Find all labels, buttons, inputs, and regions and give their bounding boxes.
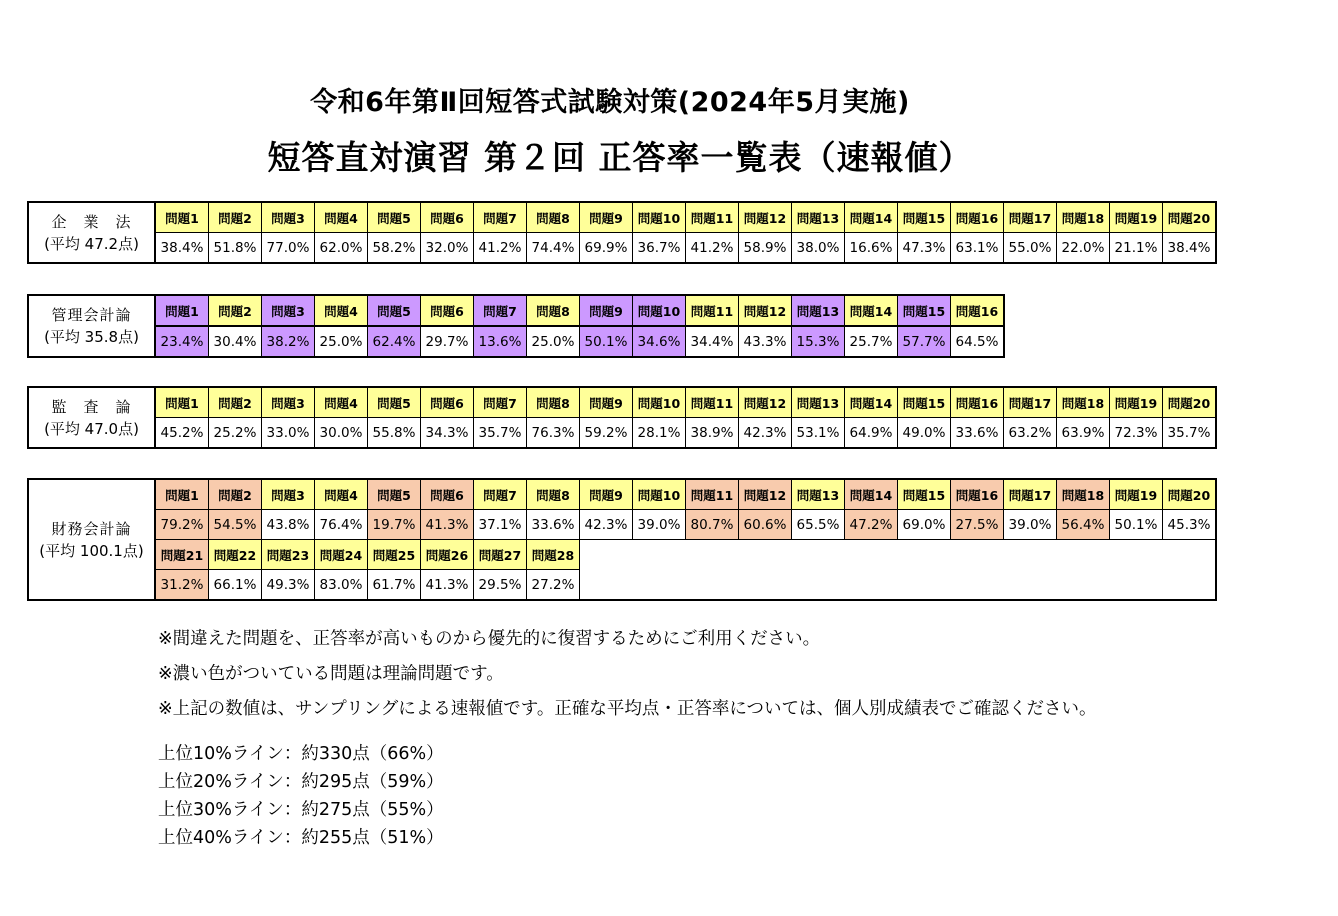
subject-table <box>27 386 1217 449</box>
question-header: 問題3 <box>262 202 315 233</box>
subject-label <box>28 387 155 448</box>
question-header: 問題11 <box>686 387 739 418</box>
subject-name: 管理会計論 <box>51 306 132 324</box>
question-header: 問題4 <box>315 202 368 233</box>
question-rate: 38.2% <box>262 326 315 357</box>
subject-average: (平均 35.8点) <box>44 328 139 346</box>
subject-block-kansa <box>27 386 1217 449</box>
question-header: 問題15 <box>898 387 951 418</box>
question-header: 問題4 <box>315 479 368 510</box>
question-header: 問題19 <box>1110 387 1163 418</box>
question-header: 問題24 <box>315 540 368 570</box>
notes <box>158 622 1096 727</box>
question-header: 問題9 <box>580 387 633 418</box>
question-rate: 51.8% <box>209 233 262 264</box>
question-header: 問題20 <box>1163 387 1217 418</box>
question-rate: 64.9% <box>845 418 898 449</box>
question-header: 問題20 <box>1163 479 1217 510</box>
question-header: 問題1 <box>155 479 209 510</box>
question-rate: 42.3% <box>580 510 633 540</box>
question-header: 問題18 <box>1057 479 1110 510</box>
question-rate: 34.4% <box>686 326 739 357</box>
question-rate: 76.3% <box>527 418 580 449</box>
subject-block-kigyouhou <box>27 201 1217 264</box>
question-rate: 45.3% <box>1163 510 1217 540</box>
question-rate: 34.6% <box>633 326 686 357</box>
question-rate: 33.6% <box>951 418 1004 449</box>
question-rate: 33.6% <box>527 510 580 540</box>
score-lines <box>158 740 444 852</box>
value-row <box>28 510 1216 540</box>
question-rate: 37.1% <box>474 510 527 540</box>
subject-name: 財務会計論 <box>51 519 132 538</box>
question-header: 問題14 <box>845 479 898 510</box>
question-header: 問題17 <box>1004 202 1057 233</box>
question-header: 問題2 <box>209 202 262 233</box>
question-header: 問題27 <box>474 540 527 570</box>
subject-name: 監 査 論 <box>51 397 132 416</box>
question-rate: 74.4% <box>527 233 580 264</box>
question-header: 問題19 <box>1110 202 1163 233</box>
question-rate: 19.7% <box>368 510 421 540</box>
question-rate: 56.4% <box>1057 510 1110 540</box>
question-rate: 63.2% <box>1004 418 1057 449</box>
note-line: ※間違えた問題を、正答率が高いものから優先的に復習するためにご利用ください。 <box>158 629 821 649</box>
question-header: 問題1 <box>155 295 209 326</box>
question-rate: 30.4% <box>209 326 262 357</box>
value-row <box>28 570 1216 601</box>
question-header: 問題16 <box>951 387 1004 418</box>
question-header: 問題11 <box>686 202 739 233</box>
question-rate: 66.1% <box>209 570 262 601</box>
question-header: 問題13 <box>792 387 845 418</box>
question-header: 問題9 <box>580 202 633 233</box>
question-header: 問題20 <box>1163 202 1217 233</box>
question-header: 問題8 <box>527 295 580 326</box>
question-header: 問題3 <box>262 295 315 326</box>
question-rate: 41.3% <box>421 510 474 540</box>
subject-name: 企 業 法 <box>51 212 132 231</box>
question-header: 問題9 <box>580 295 633 326</box>
question-rate: 16.6% <box>845 233 898 264</box>
subject-table <box>27 201 1217 264</box>
question-rate: 43.3% <box>739 326 792 357</box>
question-header: 問題2 <box>209 387 262 418</box>
page-title: 令和6年第Ⅱ回短答式試験対策(2024年5月実施) <box>310 87 910 118</box>
question-rate: 61.7% <box>368 570 421 601</box>
question-rate: 45.2% <box>155 418 209 449</box>
question-header: 問題10 <box>633 479 686 510</box>
question-rate: 34.3% <box>421 418 474 449</box>
question-rate: 69.9% <box>580 233 633 264</box>
question-rate: 60.6% <box>739 510 792 540</box>
question-rate: 41.2% <box>474 233 527 264</box>
question-rate: 58.9% <box>739 233 792 264</box>
question-header: 問題16 <box>951 295 1005 326</box>
subject-average: (平均 47.0点) <box>44 419 139 438</box>
question-header: 問題3 <box>262 479 315 510</box>
question-header: 問題7 <box>474 202 527 233</box>
question-header: 問題6 <box>421 202 474 233</box>
question-header: 問題10 <box>633 202 686 233</box>
question-header: 問題14 <box>845 202 898 233</box>
question-rate: 47.3% <box>898 233 951 264</box>
question-rate: 38.9% <box>686 418 739 449</box>
question-header: 問題15 <box>898 202 951 233</box>
note-line: ※濃い色がついている問題は理論問題です。 <box>158 664 504 684</box>
header-row <box>28 295 1004 326</box>
question-header: 問題4 <box>315 387 368 418</box>
question-header: 問題2 <box>209 479 262 510</box>
question-rate: 83.0% <box>315 570 368 601</box>
question-rate: 47.2% <box>845 510 898 540</box>
question-rate: 64.5% <box>951 326 1005 357</box>
question-rate: 30.0% <box>315 418 368 449</box>
question-rate: 25.7% <box>845 326 898 357</box>
question-rate: 63.1% <box>951 233 1004 264</box>
question-rate: 35.7% <box>1163 418 1217 449</box>
question-header: 問題21 <box>155 540 209 570</box>
note-line: ※上記の数値は、サンプリングによる速報値です。正確な平均点・正答率については、個人別成績表でご確認ください。 <box>158 699 1097 719</box>
question-rate: 43.8% <box>262 510 315 540</box>
question-header: 問題8 <box>527 202 580 233</box>
question-rate: 32.0% <box>421 233 474 264</box>
score-line: 上位20%ライン：約295点（59%） <box>158 772 444 792</box>
question-header: 問題12 <box>739 479 792 510</box>
question-header: 問題25 <box>368 540 421 570</box>
header-row <box>28 387 1216 418</box>
question-rate: 27.2% <box>527 570 580 601</box>
question-header: 問題7 <box>474 479 527 510</box>
page-subtitle: 短答直対演習 第２回 正答率一覧表（速報値） <box>267 138 973 177</box>
question-rate: 54.5% <box>209 510 262 540</box>
subject-average: (平均 47.2点) <box>44 234 139 253</box>
question-rate: 55.8% <box>368 418 421 449</box>
question-rate: 39.0% <box>1004 510 1057 540</box>
question-header: 問題8 <box>527 479 580 510</box>
question-rate: 13.6% <box>474 326 527 357</box>
header-row <box>28 202 1216 233</box>
question-rate: 29.5% <box>474 570 527 601</box>
question-rate: 63.9% <box>1057 418 1110 449</box>
question-rate: 23.4% <box>155 326 209 357</box>
question-header: 問題8 <box>527 387 580 418</box>
question-header: 問題5 <box>368 295 421 326</box>
question-rate: 77.0% <box>262 233 315 264</box>
question-rate: 49.0% <box>898 418 951 449</box>
question-header: 問題18 <box>1057 387 1110 418</box>
question-header: 問題9 <box>580 479 633 510</box>
question-header: 問題16 <box>951 479 1004 510</box>
question-rate: 57.7% <box>898 326 951 357</box>
question-header: 問題15 <box>898 295 951 326</box>
question-rate: 53.1% <box>792 418 845 449</box>
question-header: 問題3 <box>262 387 315 418</box>
score-line: 上位40%ライン：約255点（51%） <box>158 828 444 848</box>
question-header: 問題1 <box>155 202 209 233</box>
question-rate: 21.1% <box>1110 233 1163 264</box>
question-rate: 25.0% <box>527 326 580 357</box>
question-rate: 49.3% <box>262 570 315 601</box>
question-rate: 36.7% <box>633 233 686 264</box>
value-row <box>28 418 1216 449</box>
question-rate: 29.7% <box>421 326 474 357</box>
question-header: 問題26 <box>421 540 474 570</box>
question-rate: 28.1% <box>633 418 686 449</box>
question-header: 問題6 <box>421 479 474 510</box>
question-header: 問題15 <box>898 479 951 510</box>
subject-table <box>27 294 1005 358</box>
question-header: 問題7 <box>474 387 527 418</box>
question-header: 問題12 <box>739 202 792 233</box>
subject-block-kanrikaikei <box>27 294 1005 358</box>
question-header: 問題5 <box>368 479 421 510</box>
question-header: 問題11 <box>686 479 739 510</box>
question-header: 問題28 <box>527 540 580 570</box>
question-rate: 62.0% <box>315 233 368 264</box>
question-rate: 38.0% <box>792 233 845 264</box>
question-rate: 42.3% <box>739 418 792 449</box>
question-header: 問題5 <box>368 387 421 418</box>
question-rate: 39.0% <box>633 510 686 540</box>
score-line: 上位10%ライン：約330点（66%） <box>158 744 444 764</box>
subject-label <box>28 202 155 263</box>
question-rate: 72.3% <box>1110 418 1163 449</box>
question-header: 問題19 <box>1110 479 1163 510</box>
question-rate: 33.0% <box>262 418 315 449</box>
question-rate: 38.4% <box>155 233 209 264</box>
header-row <box>28 479 1216 510</box>
question-header: 問題17 <box>1004 479 1057 510</box>
question-header: 問題10 <box>633 387 686 418</box>
question-header: 問題1 <box>155 387 209 418</box>
question-rate: 27.5% <box>951 510 1004 540</box>
question-header: 問題13 <box>792 202 845 233</box>
question-header: 問題6 <box>421 295 474 326</box>
question-rate: 41.2% <box>686 233 739 264</box>
question-rate: 22.0% <box>1057 233 1110 264</box>
header-row <box>28 540 1216 570</box>
question-rate: 62.4% <box>368 326 421 357</box>
score-line: 上位30%ライン：約275点（55%） <box>158 800 444 820</box>
question-rate: 65.5% <box>792 510 845 540</box>
question-header: 問題16 <box>951 202 1004 233</box>
question-header: 問題12 <box>739 295 792 326</box>
question-header: 問題22 <box>209 540 262 570</box>
question-rate: 25.0% <box>315 326 368 357</box>
question-header: 問題14 <box>845 295 898 326</box>
question-rate: 76.4% <box>315 510 368 540</box>
question-header: 問題10 <box>633 295 686 326</box>
question-header: 問題12 <box>739 387 792 418</box>
question-rate: 80.7% <box>686 510 739 540</box>
question-header: 問題4 <box>315 295 368 326</box>
question-rate: 25.2% <box>209 418 262 449</box>
question-rate: 35.7% <box>474 418 527 449</box>
question-header: 問題2 <box>209 295 262 326</box>
question-header: 問題5 <box>368 202 421 233</box>
question-rate: 41.3% <box>421 570 474 601</box>
subject-average: (平均 100.1点) <box>39 541 144 560</box>
question-rate: 38.4% <box>1163 233 1217 264</box>
question-header: 問題7 <box>474 295 527 326</box>
question-header: 問題13 <box>792 479 845 510</box>
question-rate: 79.2% <box>155 510 209 540</box>
question-header: 問題6 <box>421 387 474 418</box>
question-header: 問題14 <box>845 387 898 418</box>
subject-label <box>28 479 155 600</box>
subject-label <box>28 295 155 357</box>
value-row <box>28 326 1004 357</box>
question-header: 問題13 <box>792 295 845 326</box>
subject-table <box>27 478 1217 601</box>
question-rate: 55.0% <box>1004 233 1057 264</box>
question-header: 問題18 <box>1057 202 1110 233</box>
question-header: 問題23 <box>262 540 315 570</box>
question-rate: 59.2% <box>580 418 633 449</box>
question-rate: 69.0% <box>898 510 951 540</box>
value-row <box>28 233 1216 264</box>
question-header: 問題11 <box>686 295 739 326</box>
question-rate: 50.1% <box>1110 510 1163 540</box>
question-rate: 50.1% <box>580 326 633 357</box>
subject-block-zaimukaikei <box>27 478 1217 601</box>
question-rate: 31.2% <box>155 570 209 601</box>
question-rate: 15.3% <box>792 326 845 357</box>
question-header: 問題17 <box>1004 387 1057 418</box>
question-rate: 58.2% <box>368 233 421 264</box>
